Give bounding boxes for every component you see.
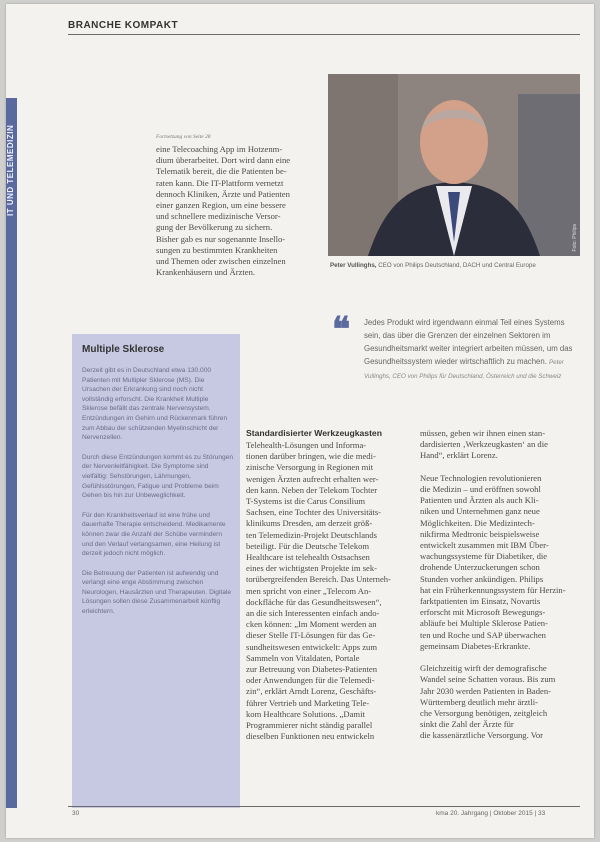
text-line: entwickelt zusammen mit IBM Über- xyxy=(420,540,549,551)
info-box-text xyxy=(82,366,234,627)
text-line: Programmierer nicht ständig parallel xyxy=(246,720,373,731)
text-line: dieselben Funktionen neu entwickeln xyxy=(246,731,375,742)
text-line: die Medizin – und eröffnen sowohl xyxy=(420,484,541,495)
text-line: T-Systems ist die Carus Consilium xyxy=(246,496,366,507)
quote-attribution: Peter Vullinghs, CEO von Philips für Deutschland, Österreich und die Schweiz xyxy=(364,359,564,380)
quote-text: Jedes Produkt wird irgendwann einmal Teil eines Systems sein, das über die Grenzen der einzelnen Sektoren im Gesundheitsmarkt weiter integriert arbeiten müssen, um das Gesundheitssystem wieder wirtschaftlich zu machen. xyxy=(364,318,573,366)
text-line: kom Healthcare Solutions. „Damit xyxy=(246,708,365,719)
text-line: dium überarbeitet. Dort wird dann eine xyxy=(156,155,291,166)
text-line: dardisierten ‚Werkzeugkasten‘ an die xyxy=(420,439,548,450)
text-line: Gleichzeitig wirft der demografische xyxy=(420,663,547,674)
text-line: Württemberg deutlich mehr ärztli- xyxy=(420,696,538,707)
text-line: dockfläche für das Gesundheitswesen“, xyxy=(246,596,382,607)
text-line xyxy=(420,652,580,663)
text-line: Krankenhäusern und Ärzten. xyxy=(156,267,256,278)
magazine-page xyxy=(6,4,594,838)
text-line: wachungssysteme für Diabetiker, die xyxy=(420,551,548,562)
side-tab-label: IT UND TELEMEDIZIN xyxy=(6,124,15,216)
photo-caption xyxy=(330,262,570,270)
text-line: den kann. Neben der Telekom Tochter xyxy=(246,484,378,495)
info-paragraph: Durch diese Entzündungen kommt es zu Störungen der Nervenleitfähigkeit. Die Symptome sind vielfältig: Sehstörungen, Lähmungen, Gefühlsstörungen, Fatigue und Probleme beim Gehen bis hin zur Unbeweglichkeit. xyxy=(82,453,234,500)
text-line: müssen, geben wir ihnen einen stan- xyxy=(420,428,546,438)
text-line: einer ganzen Region, um eine bessere xyxy=(156,200,286,211)
text-line: Möglichkeiten. Die Medizintech- xyxy=(420,517,535,528)
text-line: eine Telecoaching App im Hotzenm- xyxy=(156,144,283,154)
text-line: dieser Stelle IT-Lösungen für das Ge- xyxy=(246,630,376,641)
text-line: wenigen Ärzten aufrecht erhalten wer- xyxy=(246,473,379,484)
photo-credit: Foto: Philips xyxy=(572,224,578,252)
text-line: men spricht von einer „Telecom An- xyxy=(246,585,372,596)
text-line: zur Betreuung von Diabetes-Patienten xyxy=(246,664,378,675)
text-line: Sammeln von Vitaldaten, Portale xyxy=(246,652,360,663)
text-line: tionen darüber bringen, wie die medi- xyxy=(246,451,376,462)
text-line: Wandel seine Schatten voraus. Bis zum xyxy=(420,674,556,685)
text-line: nikfirma Medtronic beispielsweise xyxy=(420,528,540,539)
text-line: Stunden vorher ankündigen. Philips xyxy=(420,573,544,584)
text-line: die kassenärztliche Versorgung. Vor xyxy=(420,730,543,741)
text-line: Neue Technologien revolutionieren xyxy=(420,472,542,483)
text-line: und schnellere medizinische Versor- xyxy=(156,211,281,222)
pull-quote xyxy=(364,316,576,383)
text-line: hat ein Früherkennungssystem für Herzin- xyxy=(420,584,566,595)
info-paragraph: Derzeit gibt es in Deutschland etwa 130.000 Patienten mit Multipler Sklerose (MS). Die Ursachen der Erkrankung sind noch nicht vollständig erforscht. Die Krankheit Multiple Sklerose befällt das zentrale Nervensystem. Entzündungen im Gehirn und Rückenmark führen zum Abbau der schützenden Myelinschicht der Nervenzellen. xyxy=(82,367,228,442)
portrait-photo xyxy=(328,74,580,256)
text-line: dennoch Kliniken, Ärzte und Patienten xyxy=(156,188,290,199)
text-line: Telematik bereit, die die Patienten be- xyxy=(156,166,287,177)
text-line: klinikums Dresden, am derzeit größ- xyxy=(246,518,373,529)
section-header: BRANCHE KOMPAKT xyxy=(68,20,179,31)
caption-text: CEO von Philips Deutschland, DACH und Central Europe xyxy=(378,262,536,269)
issue-info: kma 20. Jahrgang | Oktober 2015 | 33 xyxy=(436,810,546,817)
text-line: zin“, erklärt Arndt Lorenz, Geschäfts- xyxy=(246,686,377,697)
text-line: Bisher gab es nur sogenannte Insello- xyxy=(156,233,286,244)
text-line: Hand“, erklärt Lorenz. xyxy=(420,450,498,461)
text-line: raten kann. Die IT-Plattform vernetzt xyxy=(156,177,284,188)
text-line: Patienten und Ärzten als auch Kli- xyxy=(420,495,539,506)
text-line: erforscht mit Microsoft Bewegungs- xyxy=(420,607,546,618)
text-line: Telehealth-Lösungen und Informa- xyxy=(246,440,367,450)
text-line: ten Telemedizin-Projekt Deutschlands xyxy=(246,529,377,540)
text-line: sinkt die Zahl der Ärzte für xyxy=(420,719,514,730)
page-number: 30 xyxy=(72,810,80,817)
text-line: eines der wichtigsten Projekte im sek- xyxy=(246,563,378,574)
text-line: oder Anwendungen für die Telemedi- xyxy=(246,675,375,686)
text-line: sungen zu bestimmten Krankheiten xyxy=(156,244,278,255)
text-line: farktpatienten im Einsatz, Novartis xyxy=(420,596,541,607)
info-paragraph: Für den Krankheitsverlauf ist eine frühe und dauerhafte Therapie entscheidend. Medikamente können zwar die Anzahl der Schübe vermindern und den Verlauf verlangsamen, eine Heilung ist derzeit jedoch nicht möglich. xyxy=(82,511,226,558)
text-line: che Versorgung benötigen, zeitgleich xyxy=(420,708,548,719)
text-line: ten und Roche und SAP überwachen xyxy=(420,629,546,640)
text-line: Jahr 2030 werden Patienten in Baden- xyxy=(420,685,552,696)
continued-note: Fortsetzung von Seite 28 xyxy=(156,134,211,140)
text-line: führer Vertrieb und Marketing Tele- xyxy=(246,697,370,708)
intro-text-column xyxy=(156,144,306,278)
footer-rule xyxy=(68,806,580,807)
text-line: und Themen oder zwischen einzelnen xyxy=(156,256,286,267)
article-subhead: Standardisierter Werkzeugkasten xyxy=(246,428,382,438)
text-line: sundheitswesen entwickelt: Apps zum xyxy=(246,641,378,652)
text-line: beteiligt. Für die Deutsche Telekom xyxy=(246,540,370,551)
caption-name: Peter Vullinghs, xyxy=(330,262,377,269)
article-column-2 xyxy=(420,428,580,742)
text-line: Sachsen, eine Tochter des Universitäts- xyxy=(246,507,382,518)
portrait-illustration xyxy=(328,74,580,256)
text-line: zinische Versorgung in Regionen mit xyxy=(246,462,374,473)
info-paragraph: Die Betreuung der Patienten ist aufwendig und verlangt eine enge Abstimmung zwischen Neurologen, Hausärzten und Therapeuten. Digitale Lösungen sollen diese Zusammenarbeit künftig erleichtern. xyxy=(82,569,232,616)
quote-mark-icon: ❝ xyxy=(332,312,351,349)
text-line: cken können: „Im Moment werden an xyxy=(246,619,377,630)
info-box-title: Multiple Sklerose xyxy=(82,344,165,355)
text-line: niken und Unternehmen ganz neue xyxy=(420,506,540,517)
text-line: drohende Unterzuckerungen schon xyxy=(420,562,540,573)
text-line xyxy=(420,462,580,473)
text-line: an die sich Interessenten einfach ando- xyxy=(246,608,380,619)
text-line: gemeinsam Diabetes-Erkrankte. xyxy=(420,640,531,651)
text-line: gung der Bevölkerung zu sichern. xyxy=(156,222,273,233)
text-line: torübergreifenden Bereich. Das Unterneh- xyxy=(246,574,391,585)
text-line: Healthcare ist telehealth Ostsachsen xyxy=(246,552,370,563)
text-line: abläufe bei Multiple Sklerose Patien- xyxy=(420,618,548,629)
article-column-1 xyxy=(246,440,406,742)
header-rule xyxy=(68,34,580,35)
